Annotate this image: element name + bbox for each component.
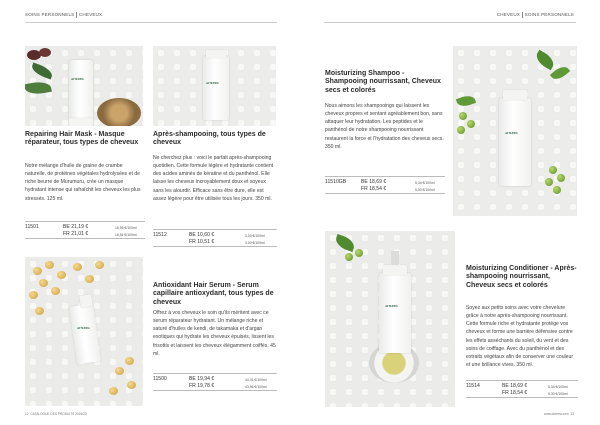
conditioner-price-block (466, 381, 578, 403)
apres-shampooing-description: Ne cherchez plus : voici le parfait après-shampooing quotidien. Cette formule légère et hydratante contient des acides aminés de kératine et du panthénol. Elle laisse les cheveux incroyablement doux et soyeux sans les alourdir. Efficace sans être dure, elle est assez légère pour être utilisée tous les jours. 350 ml. (153, 155, 274, 202)
hair-mask-sku: 11501 (25, 224, 39, 230)
price-rule (153, 229, 277, 230)
apres-shampooing-sku: 11512 (153, 232, 167, 238)
conditioner-sku: 11514 (466, 383, 480, 389)
hair-mask-photo (25, 46, 143, 126)
header-separator (522, 12, 523, 18)
apres-shampooing-cap (206, 50, 226, 58)
pea-decoration (467, 120, 475, 128)
conditioner-brand: dōTERRA (385, 305, 398, 308)
shampoo-title: Moisturizing Shampoo - Shampooing nourrissant, Cheveux secs et colorés (325, 70, 441, 94)
kernel-decoration (39, 279, 48, 287)
leaf-decoration (25, 80, 52, 96)
left-header (25, 12, 102, 18)
shampoo-photo (453, 46, 577, 216)
right-footer-text: www.doterra.com (544, 412, 569, 416)
right-header-rule (324, 22, 576, 23)
kernel-decoration (115, 367, 124, 375)
right-page-number: 13 (570, 412, 574, 416)
left-footer-text: CATALOGUE DES PRODUITS 2024/25 (30, 412, 87, 416)
kernel-decoration (45, 261, 54, 269)
hair-mask-description: Notre mélange d'huile de graine de crambe naturelle, de protéines végétales hydrolysées et de riche beurre de Murumuru, crée un masque hydratant intense qui rafraîchit les cheveux les plus stressés. 125 ml. (25, 163, 141, 202)
kernel-decoration (127, 381, 136, 389)
serum-cap (79, 294, 93, 308)
shampoo-price-fr: FR 18,54 € (361, 185, 387, 192)
serum-description: Offrez à vos cheveux le soin qu'ils méritent avec ce serum réparateur hydratant. Un mélange riche et saturé d'huiles de kendi, de takamaka et d'argan exotiques qui hydrate les cheveux épuisés, lissent les frisottis et laissent les cheveux élégamment coiffés. 45 ml. (153, 310, 276, 357)
kernel-decoration (85, 275, 94, 283)
price-rule (25, 221, 145, 222)
kernel-decoration (51, 287, 60, 295)
kernel-decoration (33, 267, 42, 275)
serum-bottle (69, 304, 101, 365)
pea-decoration (457, 126, 465, 134)
hair-mask-cap (69, 118, 93, 126)
shampoo-bottle (499, 98, 531, 186)
shampoo-cap (503, 90, 527, 100)
hair-mask-price-fr: FR 21,01 € (63, 230, 89, 237)
price-rule (466, 397, 578, 398)
basil-leaf-decoration (456, 93, 476, 109)
left-header-rule (25, 22, 277, 23)
price-rule (25, 238, 145, 239)
apres-shampooing-title: Après-shampooing, tous types de cheveux (153, 131, 266, 147)
wood-bowl-decoration (97, 98, 141, 126)
hair-mask-price-block (25, 222, 145, 244)
apres-shampooing-price-block (153, 230, 277, 252)
serum-price-block (153, 374, 277, 396)
serum-unit-be: 44,31 €/100ml (245, 378, 267, 382)
hair-mask-title: Repairing Hair Mask - Masque réparateur, tous types de cheveux (25, 131, 139, 147)
apres-shampooing-photo (153, 46, 276, 126)
price-rule (153, 373, 277, 374)
conditioner-price-be: BE 18,69 € (502, 383, 528, 389)
pea-decoration (355, 249, 363, 257)
price-rule (466, 380, 578, 381)
kernel-decoration (35, 307, 44, 315)
basil-leaf-decoration (334, 234, 357, 252)
apres-shampooing-price-be: BE 10,60 € (189, 232, 215, 238)
serum-price-fr: FR 19,78 € (189, 382, 215, 389)
price-rule (153, 246, 277, 247)
kernel-decoration (73, 263, 82, 271)
right-header-sub: CHEVEUX (496, 12, 521, 18)
conditioner-title: Moisturizing Conditioner - Après-shampooing nourrissant, Cheveux secs et colorés (466, 265, 577, 289)
apres-shampooing-unit-fr: 3,00 €/100ml (245, 240, 265, 245)
apres-shampooing-price-fr: FR 10,51 € (189, 238, 215, 245)
left-header-sub: CHEVEUX (78, 12, 103, 18)
pea-decoration (557, 174, 565, 182)
right-header-section: SOINS PERSONNELS (524, 12, 574, 18)
kernel-decoration (125, 357, 134, 365)
hair-mask-unit-fr: 16,81 €/100ml (115, 232, 137, 237)
conditioner-description: Soyez aux petits soins avec votre chevelure grâce à notre après-shampooing nourrissant. Cette formule riche et hydratante protège vos cheveux et forme une barrière défensive contre les effets asséchants du soleil, du vent et des soins de coiffage. Avec du panthénol et des extraits végétaux afin de conserver une couleur et une brillance vives. 350 ml. (466, 305, 574, 369)
basil-leaf-decoration (533, 50, 556, 70)
serum-price-be: BE 19,94 € (189, 376, 215, 382)
pea-decoration (549, 166, 557, 174)
serum-photo (25, 257, 143, 406)
conditioner-bottle (379, 273, 411, 353)
kernel-decoration (95, 261, 104, 269)
shampoo-unit-be: 5,34 €/100ml (415, 181, 435, 185)
kernel-decoration (29, 291, 38, 299)
conditioner-price-fr: FR 18,54 € (502, 389, 528, 396)
date-fruit-decoration (39, 48, 51, 57)
price-rule (153, 390, 277, 391)
left-header-section: SOINS PERSONNELS (25, 12, 75, 18)
shampoo-sku: 11510GB (325, 179, 347, 185)
right-footer (544, 412, 574, 416)
apres-shampooing-unit-be: 3,03 €/100ml (245, 234, 265, 238)
shampoo-price-block (325, 177, 445, 199)
apres-shampooing-brand: dōTERRA (206, 82, 219, 85)
left-page-number: 12 (25, 412, 29, 416)
header-separator (76, 12, 77, 18)
leaf-decoration (30, 63, 54, 80)
pea-decoration (345, 253, 353, 261)
pea-decoration (553, 186, 561, 194)
shampoo-price-be: BE 18,69 € (361, 179, 387, 185)
conditioner-unit-fr: 5,30 €/100ml (548, 391, 568, 396)
left-footer (25, 412, 87, 416)
kernel-decoration (109, 387, 118, 395)
serum-sku: 11500 (153, 376, 167, 382)
conditioner-unit-be: 5,34 €/100ml (548, 385, 568, 389)
pea-decoration (545, 178, 553, 186)
price-rule (325, 193, 445, 194)
conditioner-cap (383, 265, 407, 275)
conditioner-photo (325, 231, 455, 407)
shampoo-description: Nous aimons les shampooings qui laissent les cheveux propres et sentant agréablement bon, sans attaquer leur hydratation. Les peptides et le panthénol de notre shampooing nourrissant restaurent la force et l'hydratation des cheveux secs. 350 ml. (325, 103, 444, 150)
conditioner-pump (391, 251, 399, 265)
apres-shampooing-bottle (203, 56, 229, 120)
shampoo-unit-fr: 5,30 €/100ml (415, 187, 435, 192)
pea-decoration (459, 112, 467, 120)
hair-mask-price-be: BE 21,19 € (63, 224, 89, 230)
price-rule (325, 176, 445, 177)
serum-brand: dōTERRA (77, 327, 90, 330)
shampoo-brand: dōTERRA (505, 132, 518, 135)
serum-title: Antioxidant Hair Serum - Serum capillaire antioxydant, tous types de cheveux (153, 282, 274, 306)
kernel-decoration (57, 271, 66, 279)
serum-unit-fr: 43,96 €/100ml (245, 384, 267, 389)
hair-mask-unit-be: 16,95 €/100ml (115, 226, 137, 230)
right-header (497, 12, 574, 18)
hair-mask-jar (69, 60, 93, 120)
hair-mask-brand: dōTERRA (71, 78, 84, 81)
